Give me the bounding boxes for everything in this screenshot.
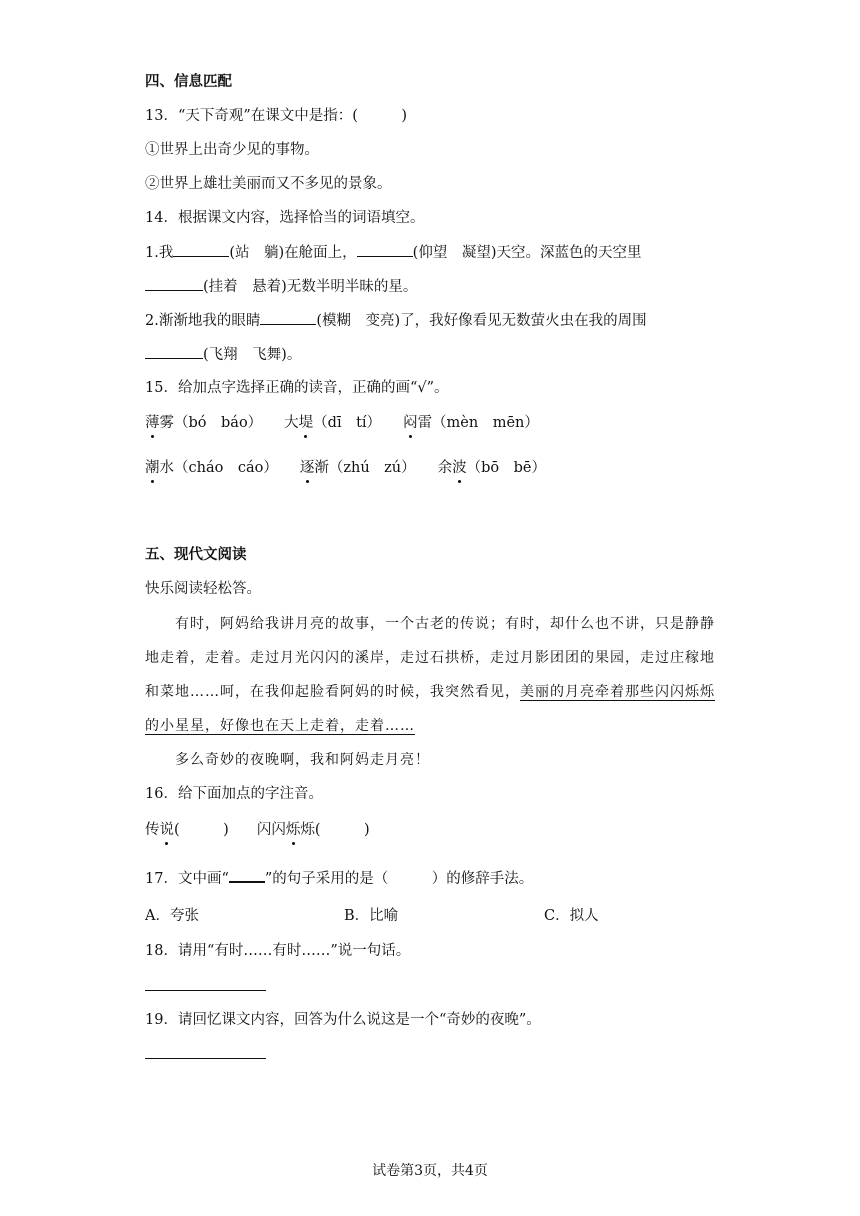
- page-footer: 试卷第3页，共4页: [372, 1163, 488, 1179]
- underlined-sentence-cont: 的小星星，好像也在天上走着，走着……: [145, 718, 415, 734]
- passage-line-5: 多么奇妙的夜晚啊，我和阿妈走月亮！: [175, 752, 430, 768]
- reading-intro: 快乐阅读轻松答。: [145, 581, 261, 597]
- passage-line-3: 和菜地……呵，在我仰起脸看阿妈的时候，我突然看见，美丽的月亮牵着那些闪闪烁烁: [145, 684, 715, 700]
- q15-row-1: [145, 413, 539, 433]
- underlined-sentence: 美丽的月亮牵着那些闪闪烁烁: [520, 684, 715, 700]
- q17-option-b[interactable]: B．比喻: [344, 908, 399, 924]
- q14-sentence-2: [145, 310, 647, 331]
- pinyin-item: 余波（bō bē）: [437, 460, 547, 476]
- answer-blank[interactable]: [173, 242, 229, 257]
- q14-sentence-2-cont: [145, 344, 301, 365]
- q16-word-1: 传说( ): [145, 822, 229, 838]
- pinyin-item: 闷雷（mèn mēn）: [403, 415, 539, 431]
- q14-s2-part-c: (飞翔 飞舞)。: [203, 347, 302, 363]
- underline-mark: [229, 869, 265, 883]
- pinyin-item: 潮水（cháo cáo）: [145, 460, 278, 476]
- pinyin-item: 逐渐（zhú zú）: [299, 460, 416, 476]
- q19-answer-line[interactable]: [145, 1058, 266, 1059]
- q15-row-2: [145, 458, 546, 478]
- question-18: 18．请用“有时……有时……”说一句话。: [145, 943, 411, 959]
- question-15: 15．给加点字选择正确的读音，正确的画“√”。: [145, 380, 449, 396]
- question-17: 17．文中画“ ”的句子采用的是（ ）的修辞手法。: [145, 871, 534, 887]
- q13-option-1: ①世界上出奇少见的事物。: [145, 142, 319, 158]
- answer-blank[interactable]: [145, 344, 203, 359]
- pinyin-item: 大堤（dī tí）: [284, 415, 382, 431]
- q18-answer-line[interactable]: [145, 990, 266, 991]
- section-heading-4: 四、信息匹配: [145, 74, 232, 90]
- passage-line-1: 有时，阿妈给我讲月亮的故事，一个古老的传说；有时，却什么也不讲，只是静静: [175, 616, 715, 632]
- answer-blank[interactable]: [260, 310, 316, 325]
- q14-s1-part-d: (挂着 悬着)无数半明半昧的星。: [203, 279, 418, 295]
- q16-items: [145, 820, 370, 840]
- q14-s2-part-b: (模糊 变亮)了，我好像看见无数萤火虫在我的周围: [316, 313, 647, 329]
- passage-line-2: 地走着，走着。走过月光闪闪的溪岸，走过石拱桥，走过月影团团的果园，走过庄稼地: [145, 650, 715, 666]
- answer-blank[interactable]: [145, 276, 203, 291]
- q17-option-a[interactable]: A．夸张: [145, 908, 199, 924]
- q14-s1-part-c: (仰望 凝望)天空。深蓝色的天空里: [412, 245, 642, 261]
- section-heading-5: 五、现代文阅读: [145, 547, 247, 563]
- q16-word-2: 闪闪烁烁( ): [256, 822, 370, 838]
- passage-line-4: [145, 716, 415, 736]
- q13-option-2: ②世界上雄壮美丽而又不多见的景象。: [145, 176, 392, 192]
- q14-sentence-1-cont: [145, 276, 417, 297]
- question-19: 19．请回忆课文内容，回答为什么说这是一个“奇妙的夜晚”。: [145, 1012, 541, 1028]
- q14-s1-part-b: (站 躺)在舱面上，: [229, 245, 357, 261]
- q14-sentence-1: [145, 242, 642, 263]
- q17-option-c[interactable]: C．拟人: [544, 908, 599, 924]
- q14-s1-part-a: 1.我: [145, 245, 174, 261]
- question-14: 14．根据课文内容，选择恰当的词语填空。: [145, 210, 425, 226]
- pinyin-item: 薄雾（bó báo）: [145, 415, 263, 431]
- question-16: 16．给下面加点的字注音。: [145, 786, 323, 802]
- question-13: 13．“天下奇观”在课文中是指：( ): [145, 108, 408, 124]
- answer-blank[interactable]: [357, 242, 413, 257]
- q14-s2-part-a: 2.渐渐地我的眼睛: [145, 313, 261, 329]
